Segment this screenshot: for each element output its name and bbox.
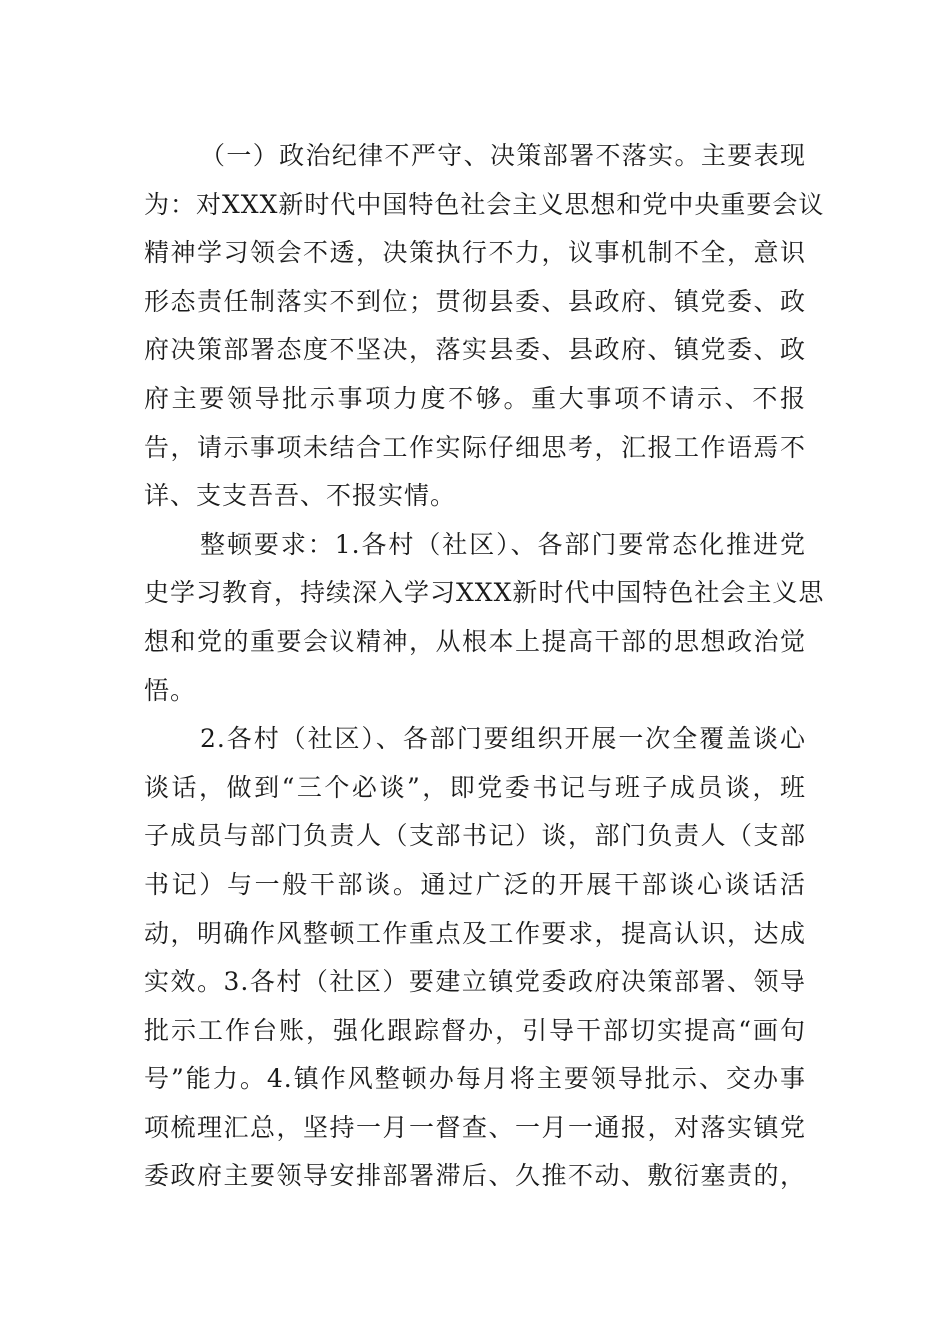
text-line: （一）政治纪律不严守、决策部署不落实。主要表现 — [200, 141, 806, 170]
paragraph-political-discipline — [144, 132, 825, 521]
text-line: 批示工作台账，强化跟踪督办，引导干部切实提高“画句 — [144, 1015, 806, 1045]
text-line: 动，明确作风整顿工作重点及工作要求，提高认识，达成 — [144, 918, 806, 948]
text-line: 谈话，做到“三个必谈”，即党委书记与班子成员谈，班 — [144, 772, 806, 802]
paragraph-heart-to-heart-talks — [144, 715, 806, 1201]
text-line: 委政府主要领导安排部署滞后、久推不动、敷衍塞责的， — [144, 1161, 806, 1191]
text-line: 子成员与部门负责人（支部书记）谈，部门负责人（支部 — [144, 821, 806, 851]
text-line: 号”能力。4.镇作风整顿办每月将主要领导批示、交办事 — [144, 1064, 806, 1094]
text-line: 详、支支吾吾、不报实情。 — [144, 481, 457, 511]
text-line: 为：对XXX新时代中国特色社会主义思想和党中央重要会议 — [144, 189, 825, 219]
text-line: 整顿要求：1.各村（社区）、各部门要常态化推进党 — [200, 529, 806, 559]
text-line: 想和党的重要会议精神，从根本上提高干部的思想政治觉 — [144, 626, 806, 656]
text-line: 实效。3.各村（社区）要建立镇党委政府决策部署、领导 — [144, 967, 806, 997]
text-line: 书记）与一般干部谈。通过广泛的开展干部谈心谈话活 — [144, 869, 806, 899]
text-line: 项梳理汇总，坚持一月一督查、一月一通报，对落实镇党 — [144, 1112, 806, 1142]
text-line: 府主要领导批示事项力度不够。重大事项不请示、不报 — [144, 383, 806, 413]
text-line: 告，请示事项未结合工作实际仔细思考，汇报工作语焉不 — [144, 432, 806, 462]
text-line: 精神学习领会不透，决策执行不力，议事机制不全，意识 — [144, 238, 806, 268]
text-line: 史学习教育，持续深入学习XXX新时代中国特色社会主义思 — [144, 578, 825, 608]
text-line: 2.各村（社区）、各部门要组织开展一次全覆盖谈心 — [200, 724, 806, 754]
text-line: 府决策部署态度不坚决，落实县委、县政府、镇党委、政 — [144, 335, 806, 365]
text-line: 形态责任制落实不到位；贯彻县委、县政府、镇党委、政 — [144, 286, 806, 316]
text-line: 悟。 — [144, 675, 197, 705]
document-body — [144, 132, 825, 1201]
paragraph-rectification-requirements — [144, 521, 825, 715]
